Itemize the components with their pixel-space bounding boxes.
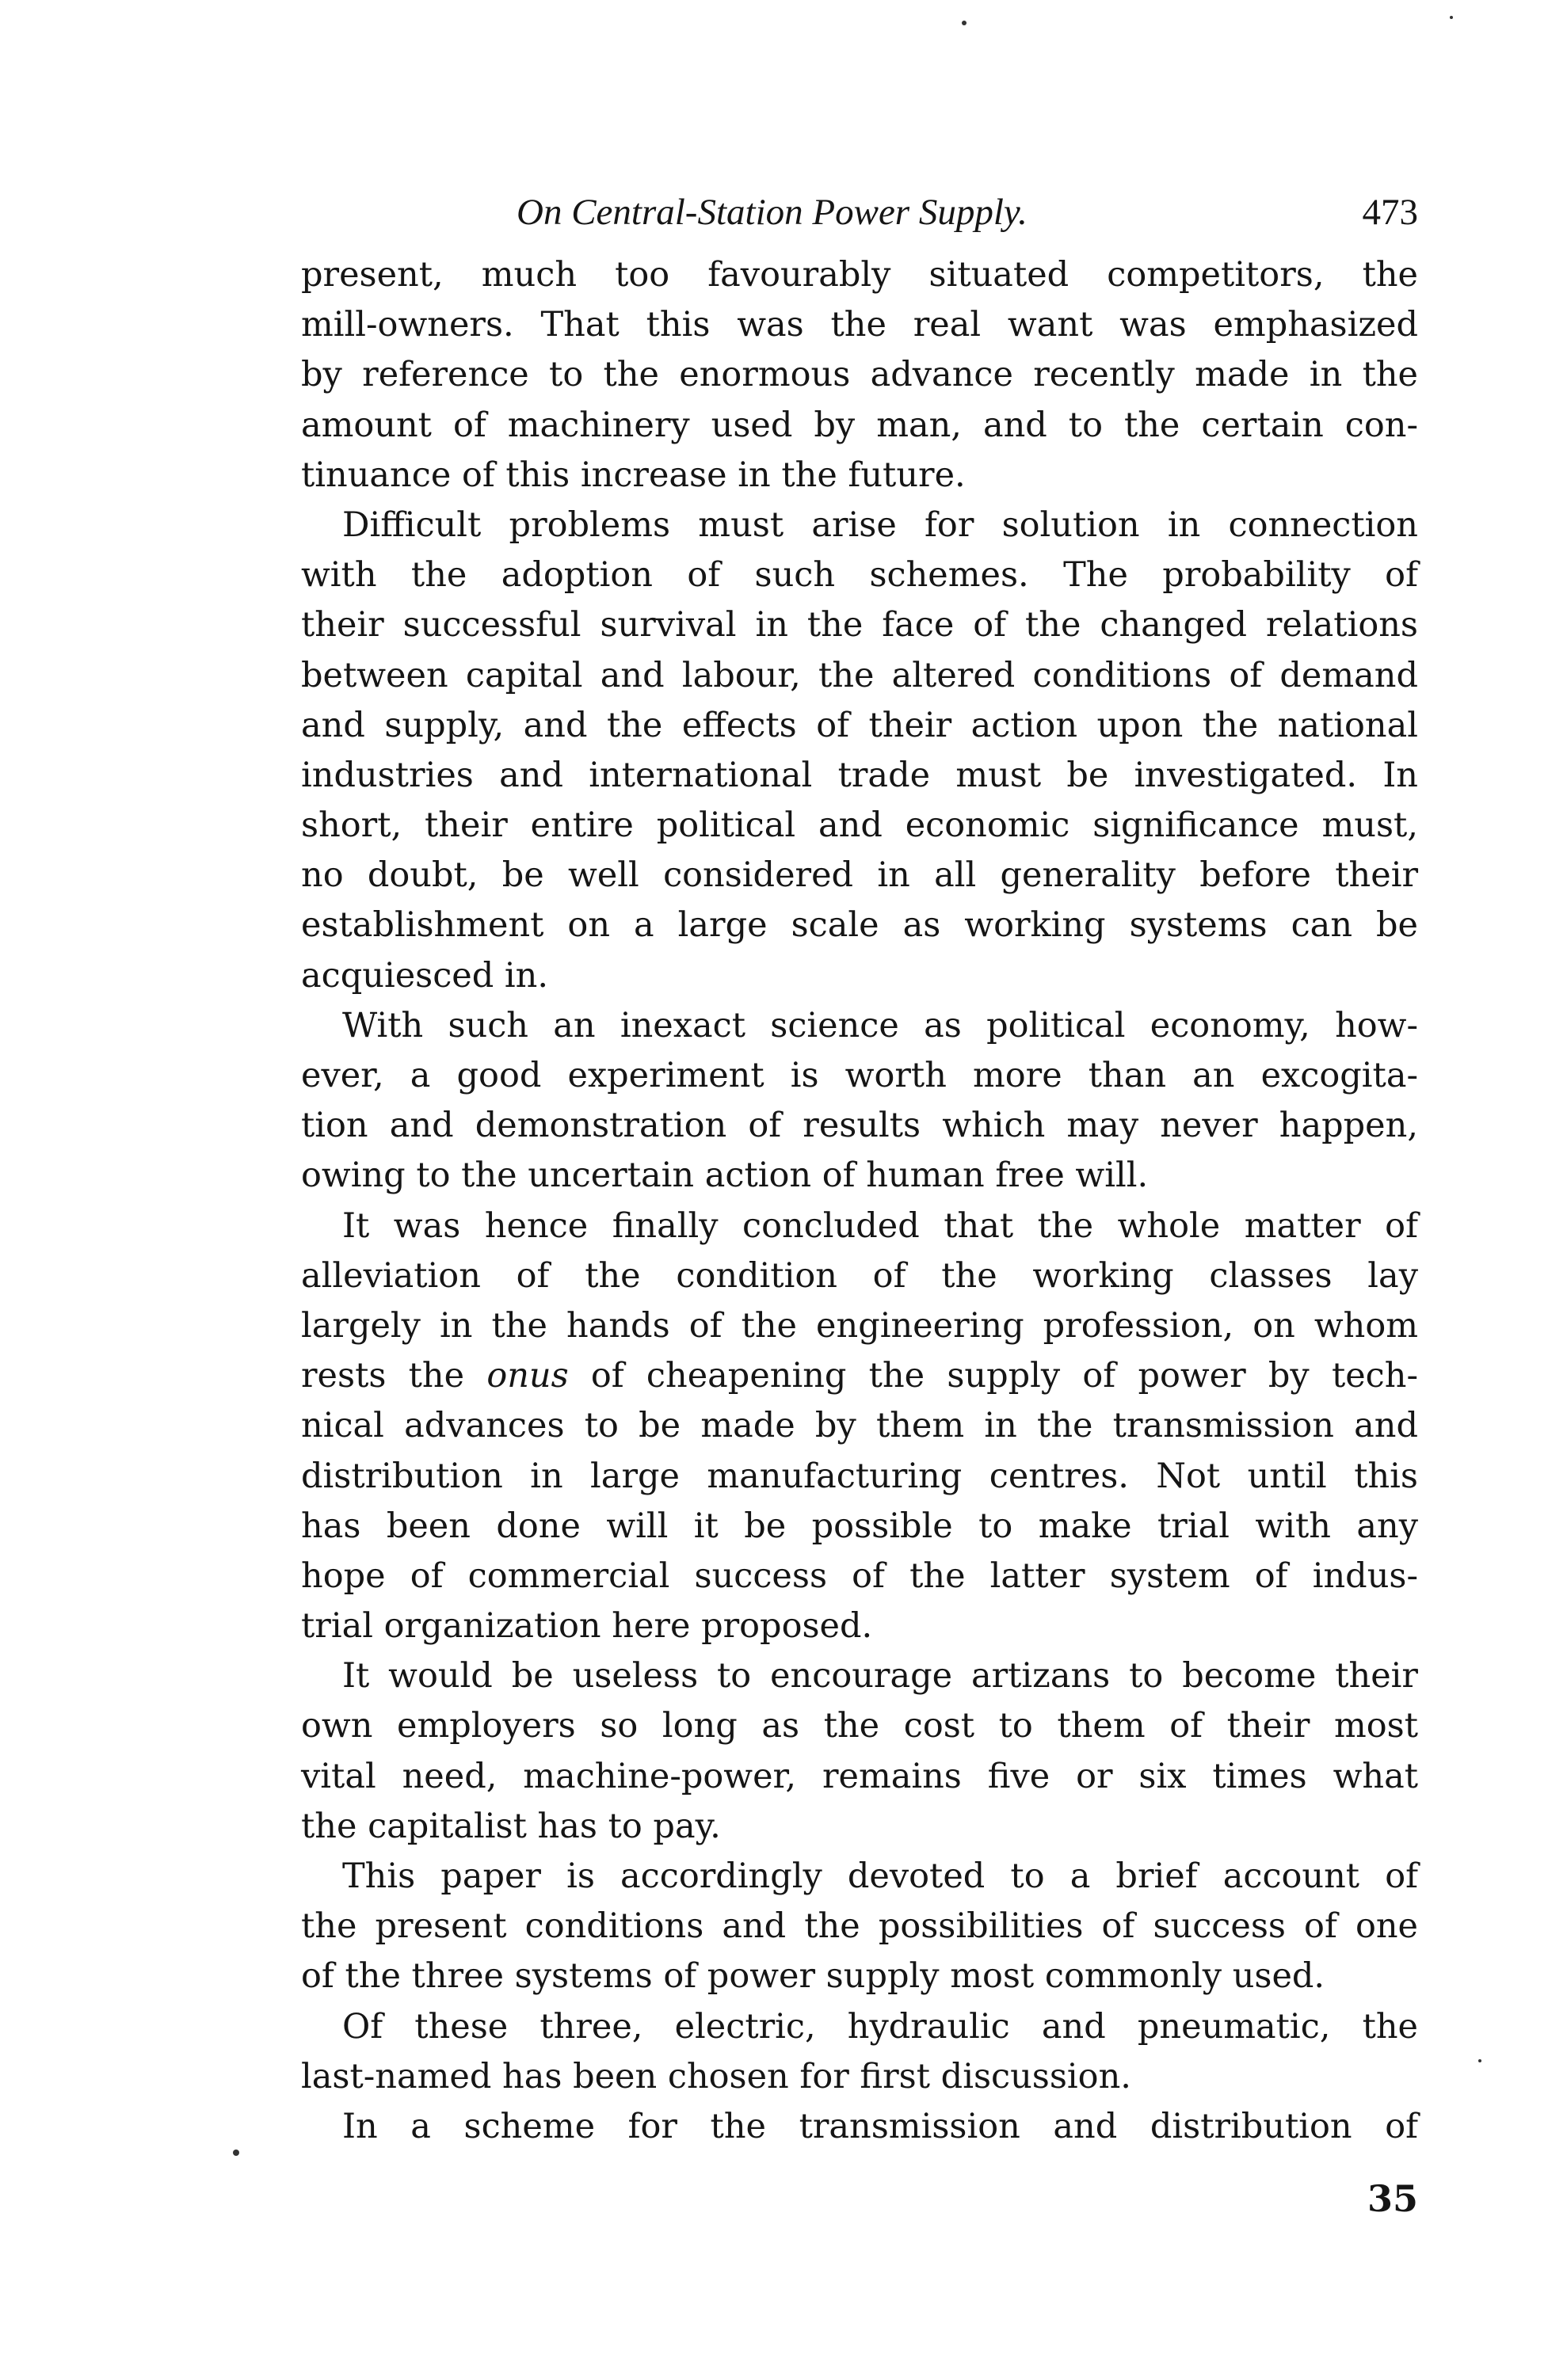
text-line: This paper is accordingly devoted to a brief account of (342, 1856, 1418, 1896)
text-line: Difficult problems must arise for solution in connection (342, 505, 1418, 545)
text-line: vital need, machine-power, remains five or six times what (301, 1756, 1418, 1796)
text-line: with the adoption of such schemes. The probability of (301, 555, 1418, 596)
text-line: hope of commercial success of the latter system of indus- (301, 1556, 1418, 1596)
text-line: of the three systems of power supply most commonly used. (301, 1956, 1325, 1997)
paragraph (301, 501, 1418, 1001)
text-line: In a scheme for the transmission and distribution of (342, 2106, 1418, 2146)
text-line: by reference to the enormous advance recently made in the (301, 355, 1418, 395)
text-line: ever, a good experiment is worth more than an excogita- (301, 1056, 1418, 1095)
text-line: mill-owners. That this was the real want was emphasized (301, 305, 1418, 345)
text-line: the present conditions and the possibilities of success of one (301, 1906, 1418, 1947)
page-header (301, 188, 1418, 236)
text-line: last-named has been chosen for first discussion. (301, 2056, 1131, 2096)
text-line: between capital and labour, the altered conditions of demand (301, 655, 1418, 695)
print-speck (1450, 16, 1453, 19)
text-line: With such an inexact science as political economy, how- (342, 1005, 1418, 1045)
text-line: alleviation of the condition of the working classes lay (301, 1255, 1418, 1296)
text-line: rests the onus of cheapening the supply of power by tech- (301, 1356, 1418, 1396)
text-line: has been done will it be possible to make trial with any (301, 1506, 1418, 1546)
paragraph (301, 2102, 1418, 2152)
paragraph (301, 1001, 1418, 1201)
paragraph (301, 1651, 1418, 1852)
paragraph (301, 1852, 1418, 2002)
text-line: present, much too favourably situated competitors, the (301, 255, 1418, 295)
text-line: short, their entire political and economic significance must, (301, 805, 1418, 846)
print-speck (962, 21, 967, 25)
text-line: owing to the uncertain action of human free will. (301, 1156, 1149, 1196)
text-line: amount of machinery used by man, and to the certain con- (301, 405, 1418, 445)
body-text (301, 250, 1418, 2152)
page-number: 473 (1362, 192, 1418, 233)
paragraph (301, 250, 1418, 501)
text-line: tion and demonstration of results which may never happen, (301, 1106, 1418, 1146)
print-speck (233, 2150, 239, 2156)
print-speck (1478, 2059, 1481, 2062)
text-line: and supply, and the effects of their action upon the national (301, 705, 1418, 745)
paragraph (301, 2002, 1418, 2102)
text-line: trial organization here proposed. (301, 1606, 873, 1647)
text-line: acquiesced in. (301, 955, 549, 996)
paragraph (301, 1201, 1418, 1652)
text-line: distribution in large manufacturing centres. Not until this (301, 1456, 1418, 1496)
text-line: the capitalist has to pay. (301, 1806, 721, 1846)
italic-term: onus (486, 1356, 569, 1396)
text-line: It was hence finally concluded that the whole matter of (342, 1205, 1418, 1246)
text-line: nical advances to be made by them in the transmission and (301, 1406, 1418, 1446)
text-line: It would be useless to encourage artizans to become their (342, 1656, 1418, 1696)
text-line: own employers so long as the cost to them of their most (301, 1706, 1418, 1746)
signature-mark: 35 (1367, 2177, 1418, 2220)
text-line: establishment on a large scale as working systems can be (301, 905, 1418, 946)
running-title: On Central-Station Power Supply. (517, 192, 1028, 233)
text-line: their successful survival in the face of the changed relations (301, 605, 1418, 645)
text-line: industries and international trade must be investigated. In (301, 755, 1418, 795)
text-line: Of these three, electric, hydraulic and pneumatic, the (342, 2006, 1418, 2047)
text-line: no doubt, be well considered in all generality before their (301, 855, 1418, 896)
text-line: largely in the hands of the engineering profession, on whom (301, 1305, 1418, 1346)
text-line: tinuance of this increase in the future. (301, 455, 966, 495)
